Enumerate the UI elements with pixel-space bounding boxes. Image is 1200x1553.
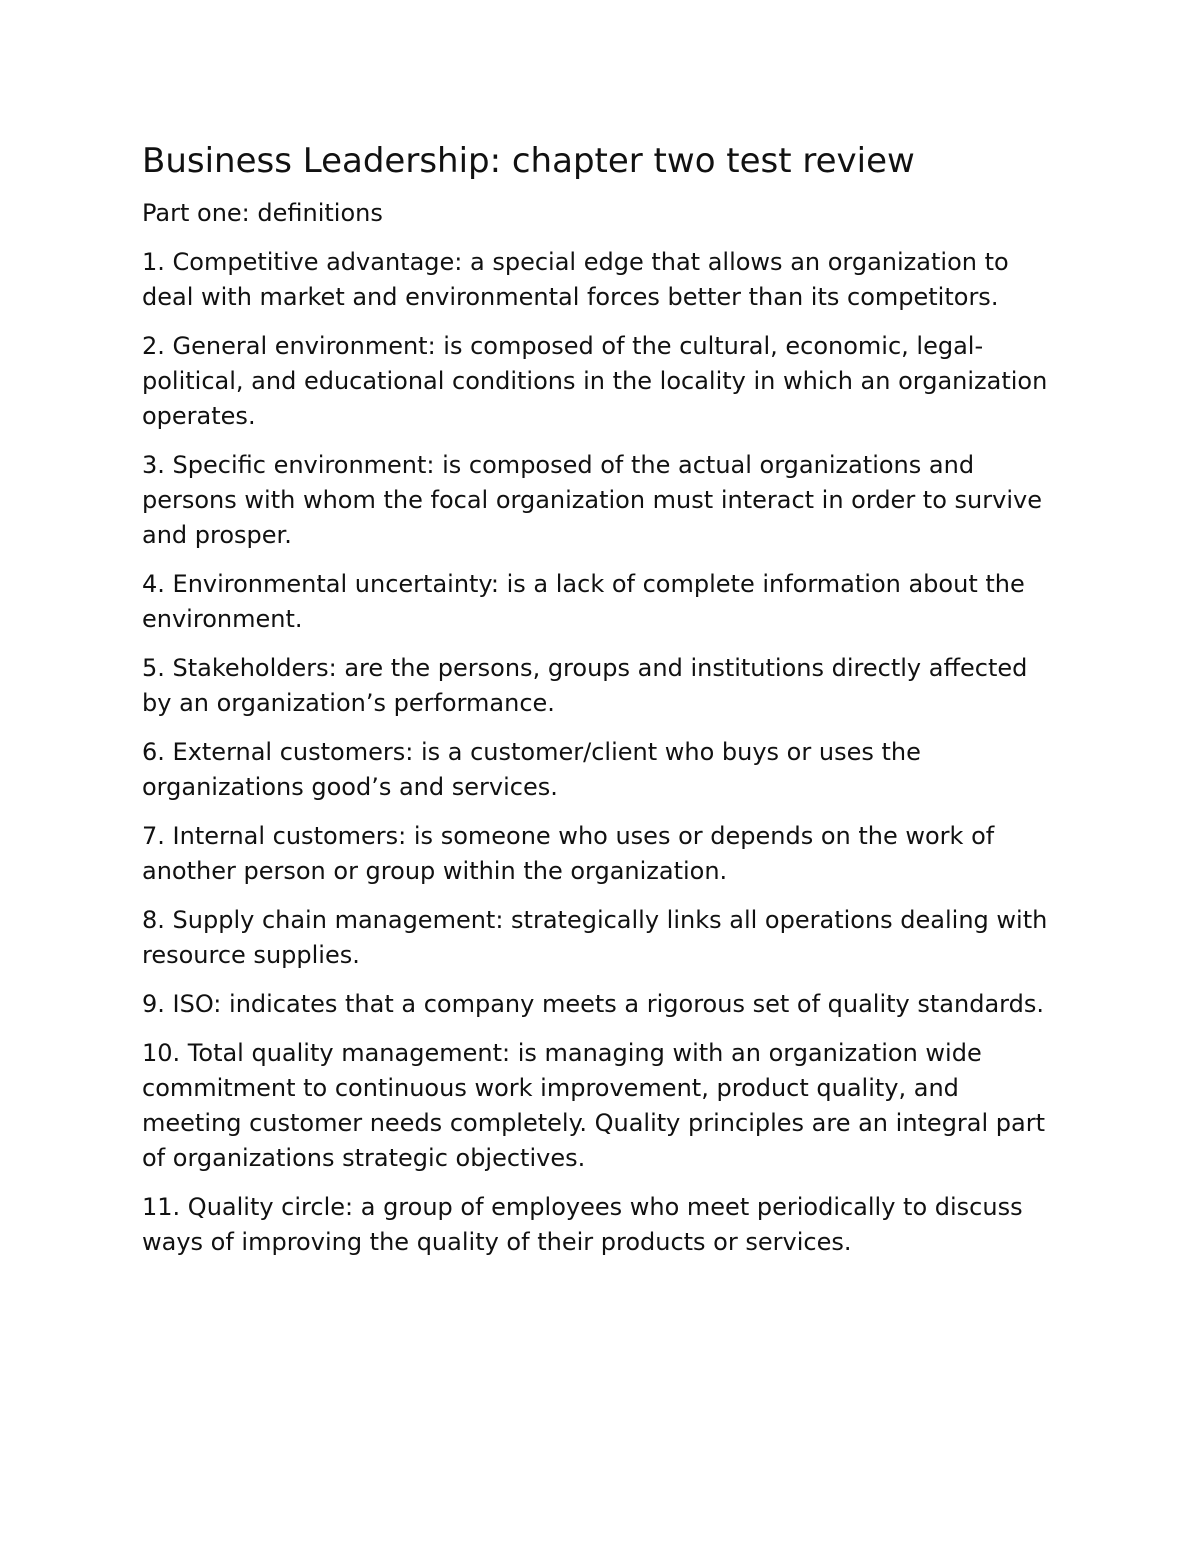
- definition-item: 7. Internal customers: is someone who uses or depends on the work of another person or group within the organization.: [142, 822, 995, 885]
- definition-item: 11. Quality circle: a group of employees who meet periodically to discuss ways of improving the quality of their products or services.: [142, 1193, 1023, 1256]
- definition-item: 1. Competitive advantage: a special edge that allows an organization to deal with market and environmental forces better than its competitors.: [142, 248, 1009, 311]
- definition-item: 5. Stakeholders: are the persons, groups and institutions directly affected by an organization’s performance.: [142, 654, 1028, 717]
- definition-list: [142, 245, 1062, 1260]
- definition-item: 8. Supply chain management: strategically links all operations dealing with resource supplies.: [142, 906, 1048, 969]
- definition-item: 6. External customers: is a customer/client who buys or uses the organizations good’s and services.: [142, 738, 921, 801]
- definition-item: 4. Environmental uncertainty: is a lack of complete information about the environment.: [142, 570, 1025, 633]
- definition-item: 10. Total quality management: is managing with an organization wide commitment to continuous work improvement, product quality, and meeting customer needs completely. Quality principles are an integral part of organizations strategic objectives.: [142, 1039, 1046, 1172]
- definition-item: 2. General environment: is composed of the cultural, economic, legal-political, and educational conditions in the locality in which an organization operates.: [142, 332, 1048, 430]
- document-title: Business Leadership: chapter two test review: [142, 141, 915, 181]
- document-content: [142, 140, 1062, 1274]
- definition-item: 9. ISO: indicates that a company meets a rigorous set of quality standards.: [142, 990, 1044, 1018]
- section-heading: Part one: definitions: [142, 199, 383, 227]
- definition-item: 3. Specific environment: is composed of the actual organizations and persons with whom the focal organization must interact in order to survive and prosper.: [142, 451, 1042, 549]
